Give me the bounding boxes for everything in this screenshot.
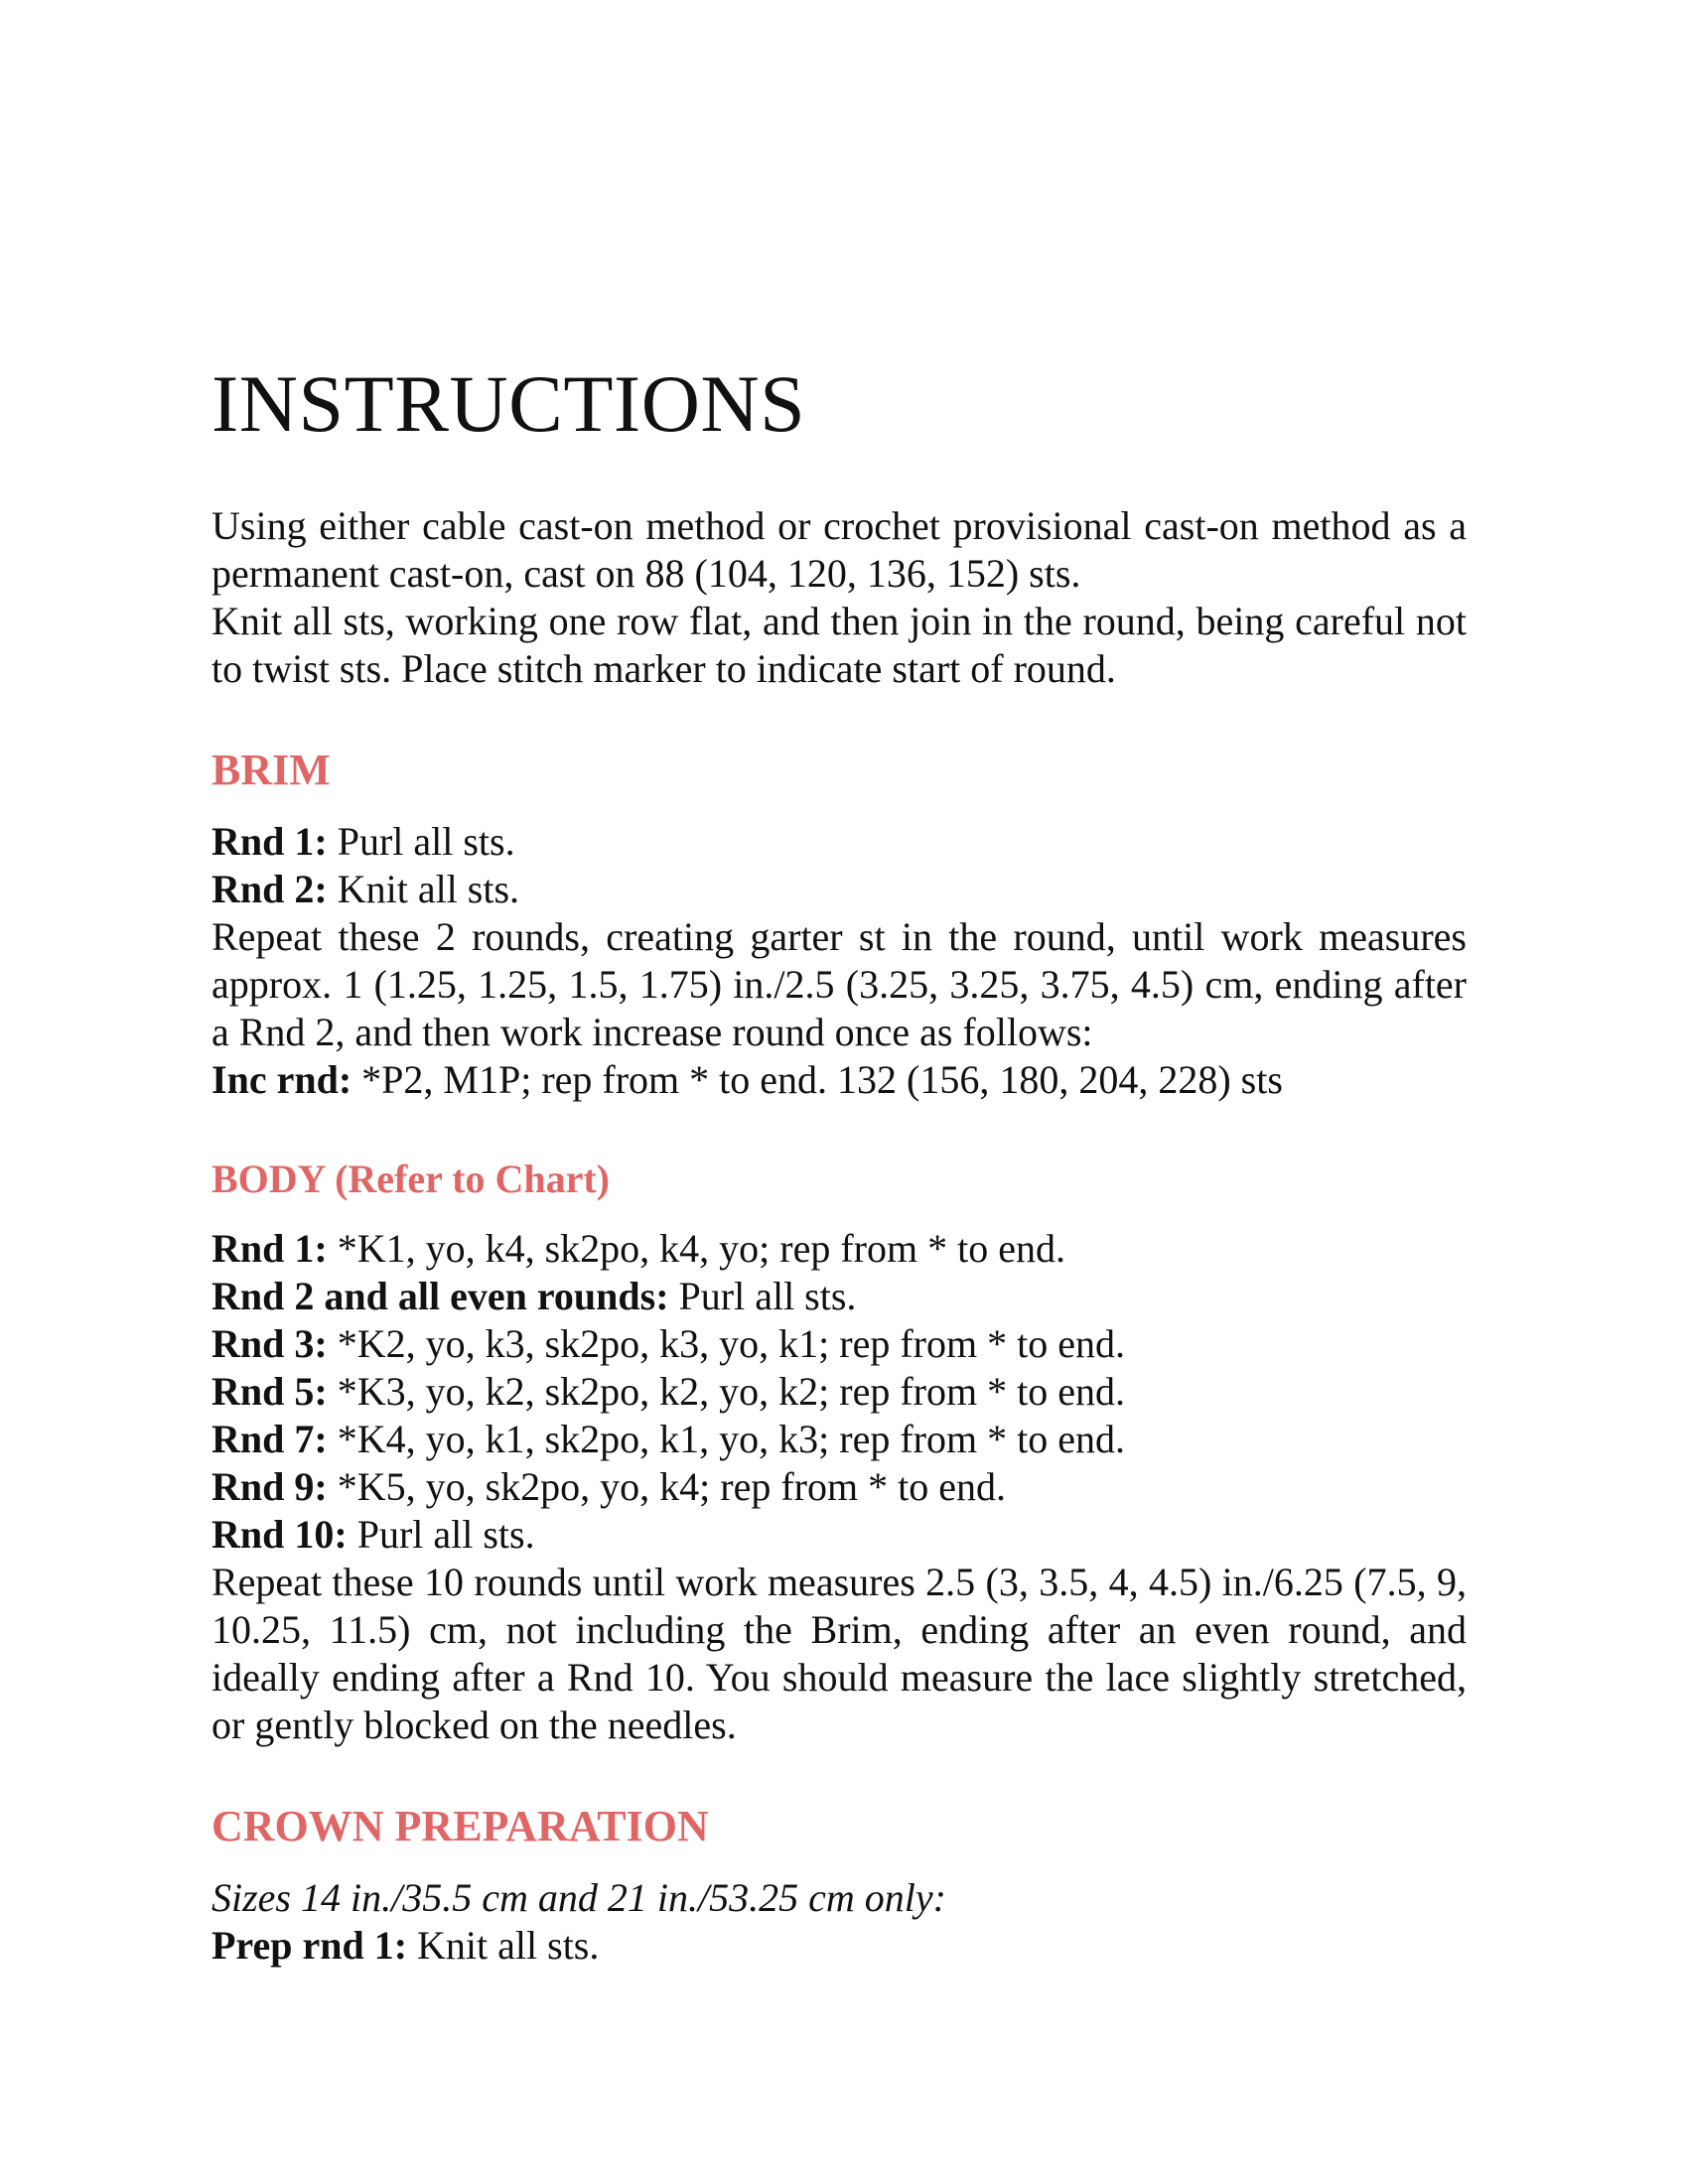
body-rnd-label: Rnd 5: [211, 1369, 328, 1415]
body-rnd-label: Rnd 1: [211, 1226, 328, 1272]
brim-rnd-1-text: Purl all sts. [327, 819, 515, 865]
brim-rnd-1 [211, 818, 1467, 866]
brim-rnd-1-label: Rnd 1: [211, 819, 328, 865]
crown-sizes-note: Sizes 14 in./35.5 cm and 21 in./53.25 cm only: [211, 1875, 946, 1921]
body-rnd-row [211, 1463, 1467, 1511]
body-rnd-row [211, 1511, 1467, 1559]
brim-section [211, 818, 1467, 1104]
body-rnd-label: Rnd 3: [211, 1321, 328, 1367]
brim-repeat-paragraph: Repeat these 2 rounds, creating garter st in the round, until work measures approx. 1 (1.25, 1.25, 1.5, 1.75) in./2.5 (3.25, 3.25, 3.75, 4.5) cm, ending after a Rnd 2, and then work increase round once as follows: [211, 914, 1467, 1055]
brim-inc-rnd-label: Inc rnd: [211, 1057, 352, 1103]
instructions-page [211, 357, 1467, 1970]
body-rnd-text: *K2, yo, k3, sk2po, k3, yo, k1; rep from * to end. [327, 1321, 1125, 1367]
page-title: INSTRUCTIONS [211, 358, 806, 449]
body-section [211, 1225, 1467, 1749]
body-rnd-row [211, 1225, 1467, 1273]
body-rnd-text: *K5, yo, sk2po, yo, k4; rep from * to end. [327, 1464, 1006, 1510]
body-rnd-row [211, 1273, 1467, 1320]
crown-prep-rnd-1-label: Prep rnd 1: [211, 1923, 408, 1969]
intro-join-paragraph: Knit all sts, working one row flat, and then join in the round, being careful not to twist sts. Place stitch marker to indicate start of round. [211, 599, 1467, 692]
body-rnd-text: *K3, yo, k2, sk2po, k2, yo, k2; rep from * to end. [327, 1369, 1125, 1415]
body-repeat-paragraph: Repeat these 10 rounds until work measures 2.5 (3, 3.5, 4, 4.5) in./6.25 (7.5, 9, 10.25, 11.5) cm, not including the Brim, ending after an even round, and ideally ending after a Rnd 10. You should measure the lace slightly stretched, or gently blocked on the needles. [211, 1560, 1467, 1748]
crown-prep-rnd-1-text: Knit all sts. [407, 1923, 600, 1969]
brim-inc-rnd [211, 1056, 1467, 1104]
body-rnd-label: Rnd 7: [211, 1417, 328, 1462]
crown-prep-rnd-1 [211, 1922, 1467, 1970]
body-rnd-label: Rnd 2 and all even rounds: [211, 1274, 669, 1319]
body-rnd-text: *K4, yo, k1, sk2po, k1, yo, k3; rep from * to end. [327, 1417, 1125, 1462]
body-rnd-row [211, 1416, 1467, 1463]
body-rnd-row [211, 1320, 1467, 1368]
body-rnd-text: *K1, yo, k4, sk2po, k4, yo; rep from * to end. [327, 1226, 1065, 1272]
body-heading: BODY (Refer to Chart) [211, 1157, 610, 1202]
brim-heading: BRIM [211, 746, 331, 795]
brim-rnd-2-label: Rnd 2: [211, 867, 328, 912]
body-rnd-label: Rnd 9: [211, 1464, 328, 1510]
brim-rnd-2 [211, 866, 1467, 913]
crown-preparation-heading: CROWN PREPARATION [211, 1802, 709, 1851]
body-rnd-row [211, 1368, 1467, 1416]
body-rnd-label: Rnd 10: [211, 1512, 348, 1558]
intro-cast-on-paragraph: Using either cable cast-on method or crochet provisional cast-on method as a permanent cast-on, cast on 88 (104, 120, 136, 152) sts. [211, 503, 1467, 597]
brim-rnd-2-text: Knit all sts. [327, 867, 520, 912]
brim-inc-rnd-text: *P2, M1P; rep from * to end. 132 (156, 180, 204, 228) sts [352, 1057, 1283, 1103]
intro-section [211, 502, 1467, 693]
body-rnd-text: Purl all sts. [668, 1274, 857, 1319]
body-rnd-text: Purl all sts. [347, 1512, 535, 1558]
crown-section [211, 1874, 1467, 1970]
